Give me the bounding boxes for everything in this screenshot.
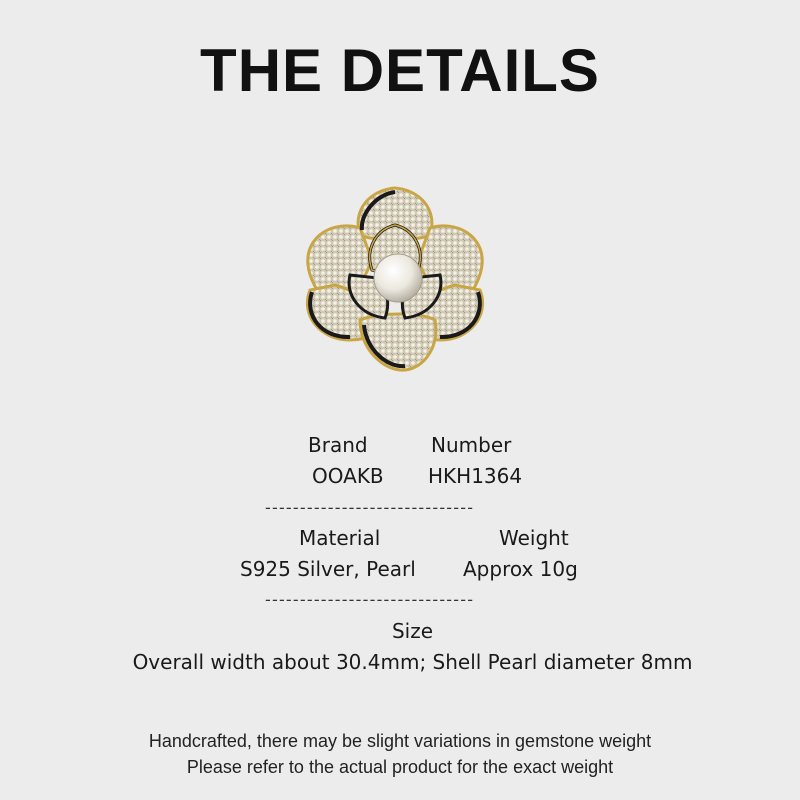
material-value: S925 Silver, Pearl [240,557,416,581]
number-label: Number [431,433,512,457]
material-label: Material [299,526,381,550]
handcrafted-note: Handcrafted, there may be slight variations in gemstone weight [148,731,652,751]
divider-1: ------------------------------ [265,498,475,517]
pearl-flower-brooch-icon [290,180,500,380]
brand-value: OOAKB [312,464,384,488]
weight-reference-note: Please refer to the actual product for the exact weight [186,757,614,777]
weight-label: Weight [499,526,569,550]
weight-value: Approx 10g [463,557,578,581]
page-title: THE DETAILS [200,37,600,104]
divider-2: ------------------------------ [265,590,475,609]
size-label: Size [391,619,434,643]
size-value: Overall width about 30.4mm; Shell Pearl diameter 8mm [132,650,693,674]
brand-label: Brand [308,433,368,457]
number-value: HKH1364 [428,464,523,488]
